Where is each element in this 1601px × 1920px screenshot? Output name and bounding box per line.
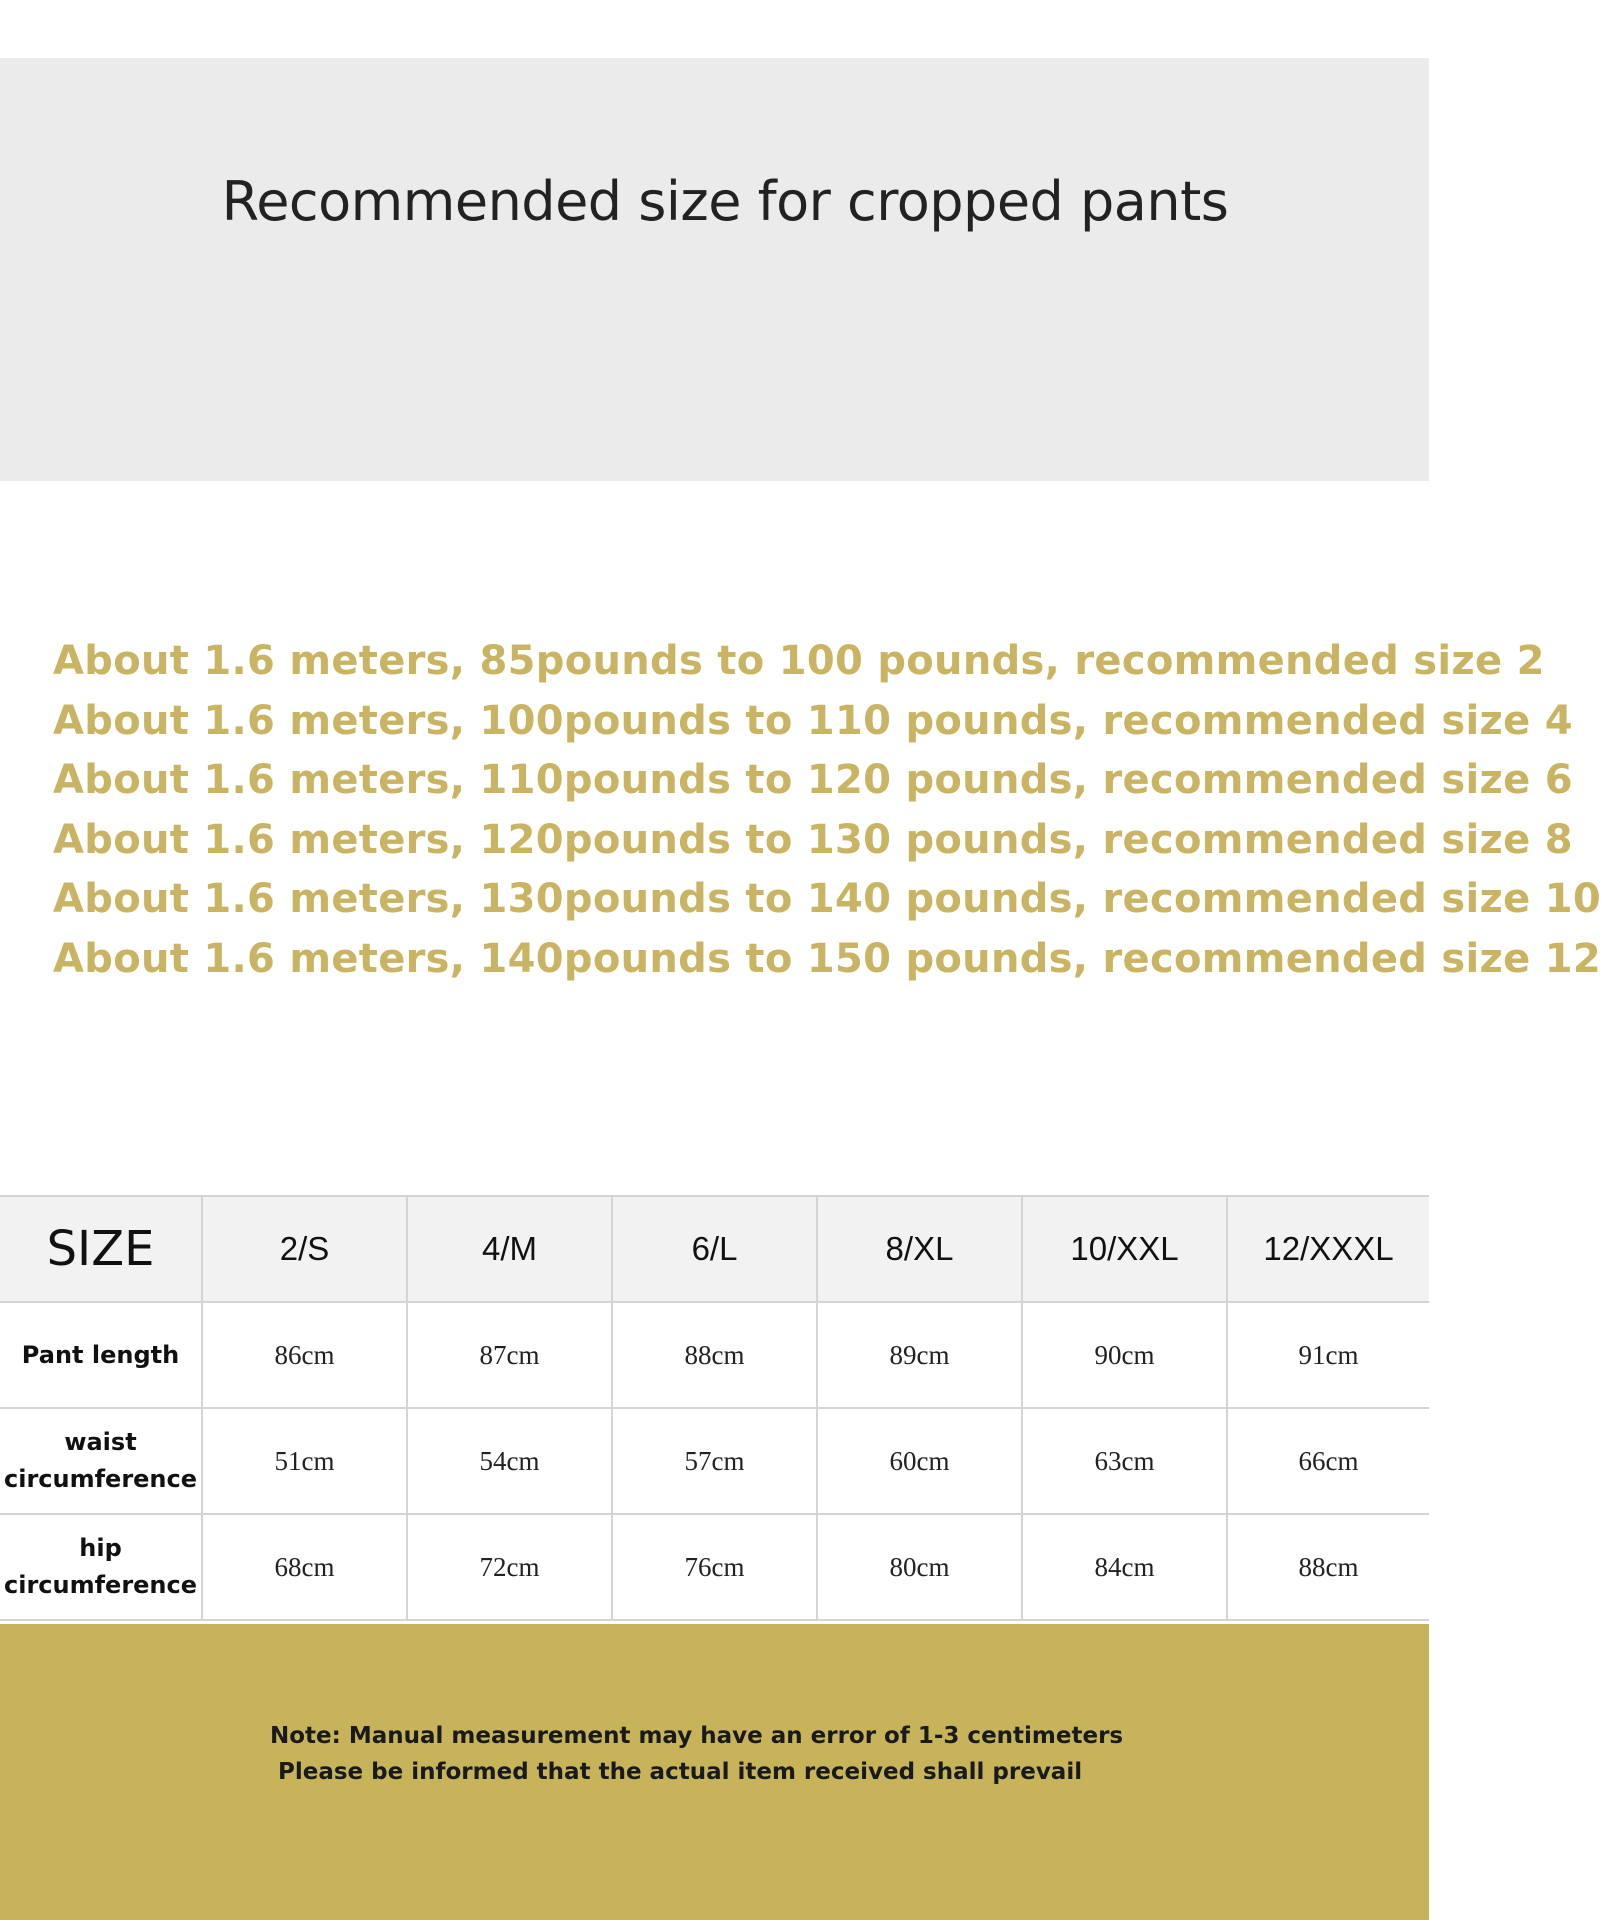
table-cell: 88cm [1227,1514,1429,1620]
table-cell: 68cm [202,1514,407,1620]
table-cell: 63cm [1022,1408,1227,1514]
size-header: 8/XL [817,1196,1022,1302]
table-header-row [0,1196,1429,1302]
note-line: Please be informed that the actual item received shall prevail [270,1759,1083,1785]
table-cell: 89cm [817,1302,1022,1408]
size-chart-table [0,1195,1429,1621]
table-cell: 72cm [407,1514,612,1620]
recommendation-item: About 1.6 meters, 130pounds to 140 pounds, recommended size 10 [53,876,1601,923]
note-line: Note: Manual measurement may have an error of 1-3 centimeters [270,1723,1124,1749]
row-label [0,1514,202,1620]
table-cell: 51cm [202,1408,407,1514]
row-label [0,1408,202,1514]
size-header: 6/L [612,1196,817,1302]
table-cell: 76cm [612,1514,817,1620]
recommendation-item: About 1.6 meters, 85pounds to 100 pounds, recommended size 2 [53,638,1545,684]
measurement-note [270,1718,1123,1790]
size-column-label: SIZE [0,1196,202,1302]
table-cell: 54cm [407,1408,612,1514]
size-header: 12/XXXL [1227,1196,1429,1302]
size-header: 4/M [407,1196,612,1302]
recommendation-item: About 1.6 meters, 100pounds to 110 pounds, recommended size 4 [53,697,1573,744]
table-row [0,1408,1429,1514]
page-title: Recommended size for cropped pants [221,170,1229,233]
row-label-line: Pant length [21,1340,180,1369]
size-header: 10/XXL [1022,1196,1227,1302]
recommendation-item: About 1.6 meters, 110pounds to 120 pounds, recommended size 6 [53,757,1573,804]
table-cell: 87cm [407,1302,612,1408]
table-cell: 88cm [612,1302,817,1408]
table-cell: 80cm [817,1514,1022,1620]
row-label-line: waist [64,1428,137,1456]
table-row [0,1514,1429,1620]
table-row [0,1302,1429,1408]
table-cell: 91cm [1227,1302,1429,1408]
row-label-line: circumference [3,1571,198,1599]
recommendation-list [53,632,1601,990]
size-header: 2/S [202,1196,407,1302]
recommendation-item: About 1.6 meters, 120pounds to 130 pounds, recommended size 8 [53,816,1573,863]
table-cell: 84cm [1022,1514,1227,1620]
table-cell: 57cm [612,1408,817,1514]
row-label-line: circumference [3,1465,198,1493]
table-cell: 66cm [1227,1408,1429,1514]
row-label [0,1302,202,1408]
table-cell: 60cm [817,1408,1022,1514]
table-cell: 90cm [1022,1302,1227,1408]
row-label-line: hip [79,1534,122,1562]
header-band [0,58,1429,481]
table-cell: 86cm [202,1302,407,1408]
recommendation-item: About 1.6 meters, 140pounds to 150 pounds, recommended size 12 [53,935,1601,982]
